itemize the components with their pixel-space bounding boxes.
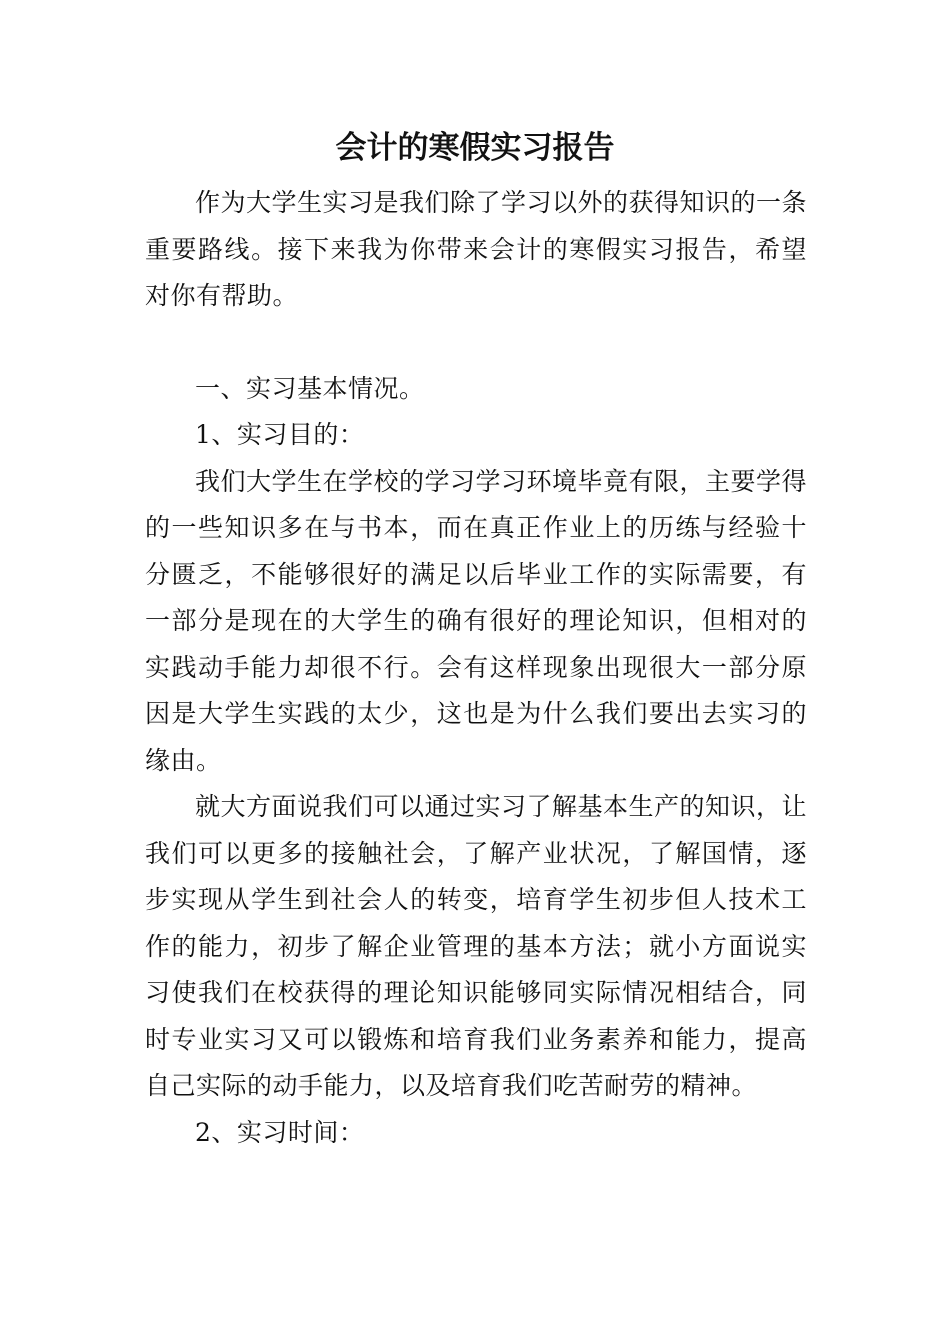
document-title: 会计的寒假实习报告 bbox=[335, 130, 615, 166]
purpose-paragraph-2: 就大方面说我们可以通过实习了解基本生产的知识，让我们可以更多的接触社会，了解产业状况，了解国情，逐步实现从学生到社会人的转变，培育学生初步但人技术工作的能力，初步了解企业管理的基本方法；就小方面说实习使我们在校获得的理论知识能够同实际情况相结合，同时专业实习又可以锻炼和培育我们业务素养和能力，提高自己实际的动手能力，以及培育我们吃苦耐劳的精神。 bbox=[145, 792, 808, 1100]
document-body bbox=[145, 180, 807, 1156]
intro-paragraph: 作为大学生实习是我们除了学习以外的获得知识的一条重要路线。接下来我为你带来会计的寒假实习报告，希望对你有帮助。 bbox=[145, 188, 808, 310]
paragraph-gap bbox=[145, 320, 807, 366]
purpose-paragraph-1: 我们大学生在学校的学习学习环境毕竟有限，主要学得的一些知识多在与书本，而在真正作业上的历练与经验十分匮乏，不能够很好的满足以后毕业工作的实际需要，有一部分是现在的大学生的确有很好的理论知识，但相对的实践动手能力却很不行。会有这样现象出现很大一部分原因是大学生实践的太少，这也是为什么我们要出去实习的缘由。 bbox=[145, 466, 808, 775]
subheading-time: 2、实习时间： bbox=[195, 1117, 365, 1147]
subheading-purpose: 1、实习目的： bbox=[195, 420, 365, 449]
section-heading-basic-info: 一、实习基本情况。 bbox=[195, 373, 425, 403]
